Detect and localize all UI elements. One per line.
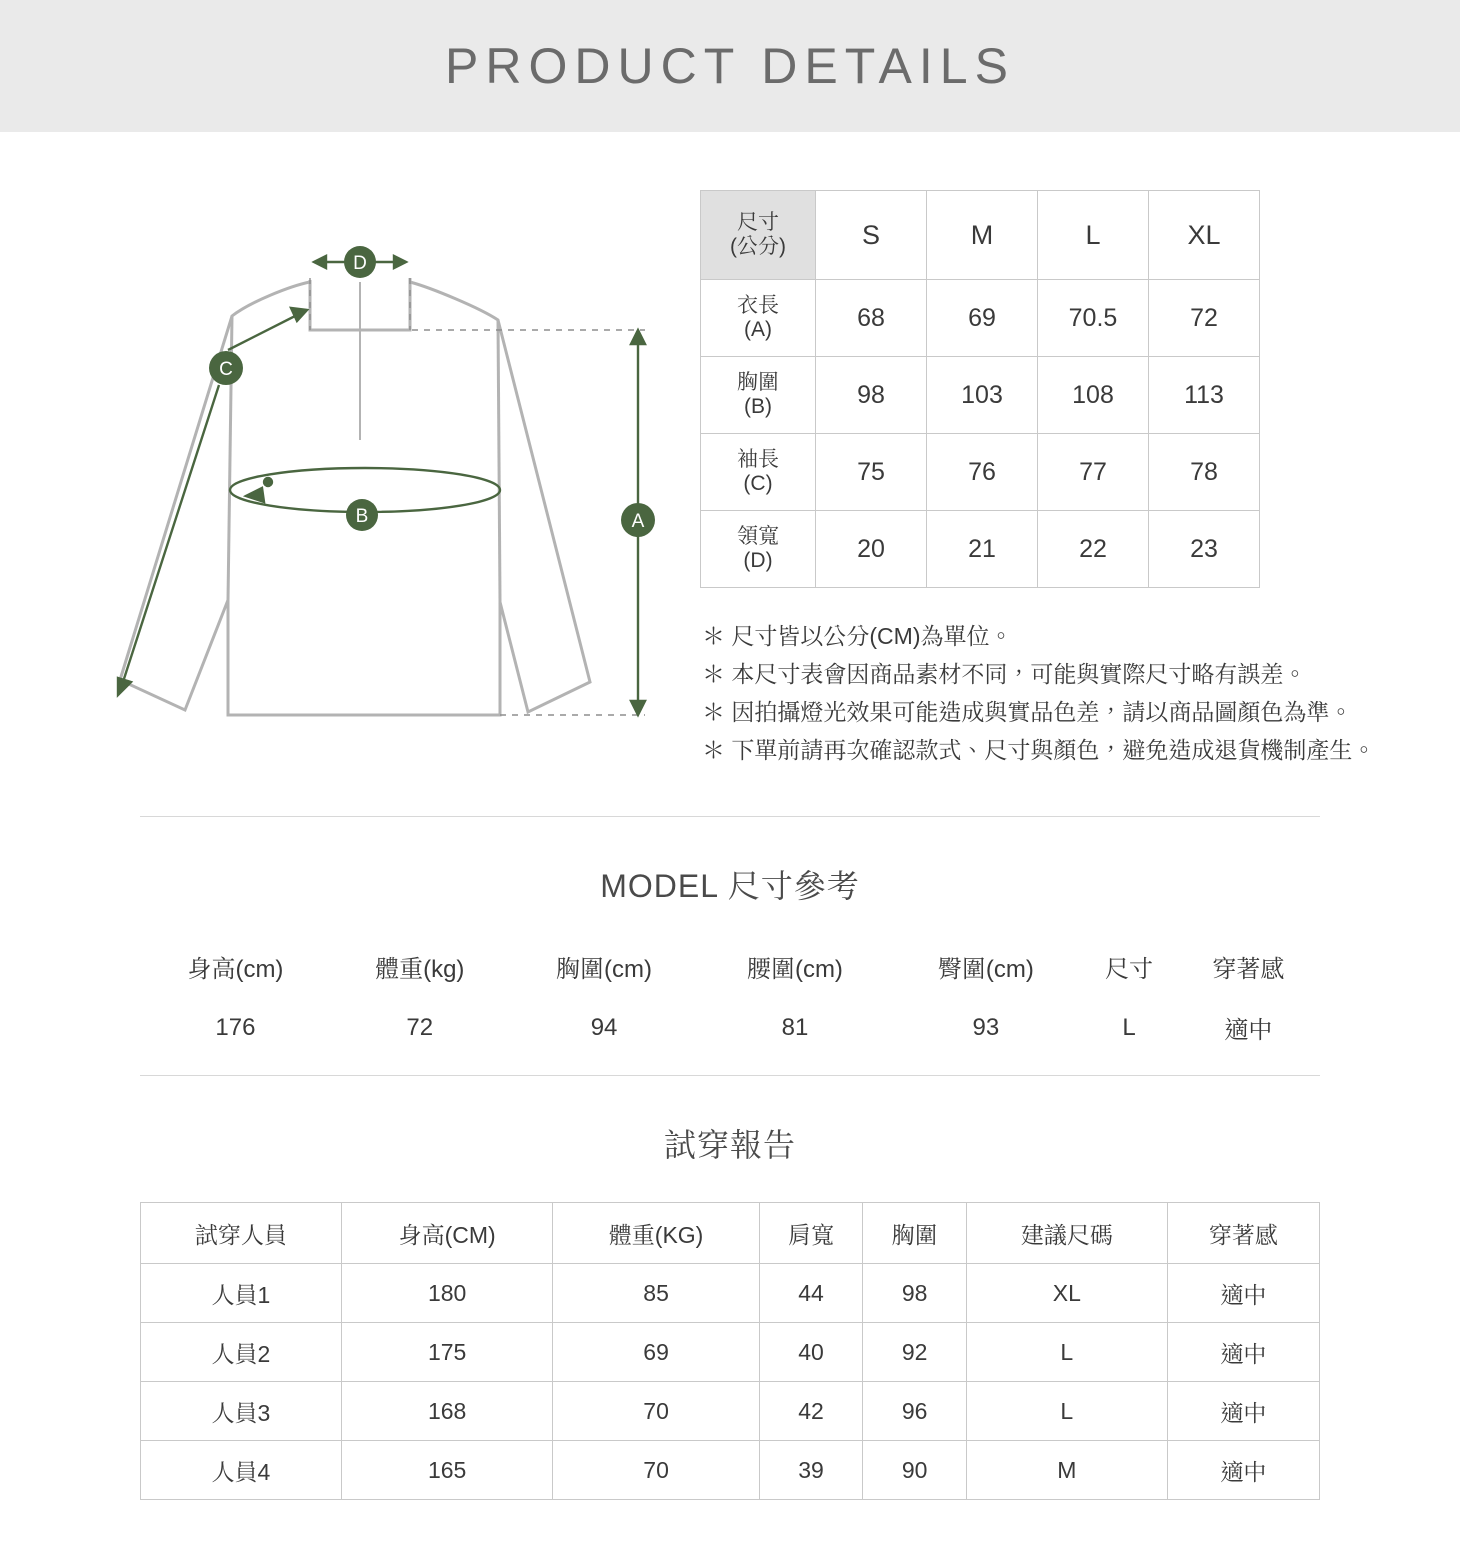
model-cell: 72 (406, 1013, 434, 1041)
model-cell: L (1122, 1013, 1136, 1041)
model-header-waist: 腰圍(cm) (746, 956, 843, 983)
size-header-xl: XL (1149, 191, 1260, 280)
report-cell: 69 (553, 1323, 759, 1382)
table-header-row (141, 1203, 1320, 1264)
report-header-shoulder: 肩寬 (759, 1203, 863, 1264)
report-cell: 適中 (1167, 1323, 1319, 1382)
model-cell: 176 (215, 1013, 256, 1041)
size-row-label-d (701, 511, 816, 588)
table-row (141, 1441, 1320, 1500)
report-cell: 180 (341, 1264, 553, 1323)
size-cell: 76 (927, 434, 1038, 511)
report-header-height: 身高(CM) (341, 1203, 553, 1264)
divider-bottom (140, 1075, 1320, 1076)
note-item: ＊ 本尺寸表會因商品素材不同，可能與實際尺寸略有誤差。 (702, 660, 1307, 687)
size-row-label-a (701, 280, 816, 357)
measure-a-label: A (631, 511, 645, 532)
row-label-line2: (C) (743, 472, 773, 495)
model-cell: 93 (972, 1013, 1000, 1041)
report-cell: 70 (553, 1441, 759, 1500)
model-header-height: 身高(cm) (187, 956, 284, 983)
size-cell: 70.5 (1038, 280, 1149, 357)
report-cell: 85 (553, 1264, 759, 1323)
size-header-l: L (1038, 191, 1149, 280)
report-cell: 168 (341, 1382, 553, 1441)
fitting-report-table (140, 1202, 1320, 1500)
report-cell: 44 (759, 1264, 863, 1323)
model-header-size: 尺寸 (1105, 956, 1154, 983)
report-header-recommended-size: 建議尺碼 (966, 1203, 1167, 1264)
note-item: ＊ 因拍攝燈光效果可能造成與實品色差，請以商品圖顏色為準。 (702, 698, 1353, 725)
table-header-row (140, 943, 1320, 1010)
size-cell: 72 (1149, 280, 1260, 357)
table-row (701, 434, 1260, 511)
fitting-report-section (0, 1120, 1460, 1500)
report-header-weight: 體重(KG) (553, 1203, 759, 1264)
row-label-line1: 袖長 (737, 447, 779, 471)
row-label-line1: 領寬 (737, 524, 779, 548)
note-item: ＊ 尺寸皆以公分(CM)為單位。 (702, 623, 1013, 649)
size-chart-table (700, 190, 1260, 588)
corner-label-line2: (公分) (730, 235, 786, 258)
table-row (141, 1264, 1320, 1323)
measure-c-label: C (219, 359, 233, 380)
model-header-chest: 胸圍(cm) (556, 956, 653, 983)
table-header-row (701, 191, 1260, 280)
report-header-chest: 胸圍 (863, 1203, 967, 1264)
table-row (141, 1382, 1320, 1441)
table-row (701, 280, 1260, 357)
report-section-title: 試穿報告 (663, 1127, 796, 1163)
note-item: ＊ 下單前請再次確認款式、尺寸與顏色，避免造成退貨機制產生。 (702, 736, 1376, 763)
model-header-hip: 臀圍(cm) (937, 956, 1034, 983)
size-cell: 23 (1149, 511, 1260, 588)
measure-d-label: D (353, 253, 367, 274)
row-label-line1: 衣長 (737, 293, 779, 317)
row-label-line2: (B) (744, 395, 772, 418)
table-row (140, 1010, 1320, 1075)
model-cell: 81 (781, 1013, 809, 1041)
report-cell: 適中 (1167, 1441, 1319, 1500)
report-header-fit: 穿著感 (1167, 1203, 1319, 1264)
size-cell: 20 (816, 511, 927, 588)
size-row-label-c (701, 434, 816, 511)
size-header-m: M (927, 191, 1038, 280)
size-cell: 113 (1149, 357, 1260, 434)
size-row-label-b (701, 357, 816, 434)
size-section (0, 132, 1460, 790)
report-cell: 39 (759, 1441, 863, 1500)
table-row (141, 1323, 1320, 1382)
size-cell: 21 (927, 511, 1038, 588)
size-table-corner (701, 191, 816, 280)
model-header-weight: 體重(kg) (375, 956, 465, 983)
size-cell: 69 (927, 280, 1038, 357)
report-cell: 96 (863, 1382, 967, 1441)
report-cell: 98 (863, 1264, 967, 1323)
report-cell: 70 (553, 1382, 759, 1441)
size-cell: 78 (1149, 434, 1260, 511)
report-cell: 165 (341, 1441, 553, 1500)
report-cell: L (966, 1323, 1167, 1382)
garment-diagram-svg (0, 190, 700, 790)
model-section-title: MODEL 尺寸參考 (600, 868, 860, 904)
report-cell: 90 (863, 1441, 967, 1500)
report-header-person: 試穿人員 (141, 1203, 342, 1264)
page-header (0, 0, 1460, 132)
size-cell: 108 (1038, 357, 1149, 434)
report-cell: L (966, 1382, 1167, 1441)
report-cell: 人員4 (141, 1441, 342, 1500)
row-label-line1: 胸圍 (737, 370, 779, 394)
report-cell: 適中 (1167, 1382, 1319, 1441)
report-cell: 175 (341, 1323, 553, 1382)
size-notes (702, 618, 1460, 770)
report-cell: 人員3 (141, 1382, 342, 1441)
report-cell: 人員1 (141, 1264, 342, 1323)
size-cell: 98 (816, 357, 927, 434)
size-header-s: S (816, 191, 927, 280)
model-section (0, 861, 1460, 1075)
divider-top (140, 816, 1320, 817)
table-row (701, 511, 1260, 588)
size-cell: 75 (816, 434, 927, 511)
table-row (701, 357, 1260, 434)
report-cell: 92 (863, 1323, 967, 1382)
corner-label-line1: 尺寸 (737, 210, 779, 234)
report-cell: 42 (759, 1382, 863, 1441)
report-cell: XL (966, 1264, 1167, 1323)
model-cell: 94 (590, 1013, 618, 1041)
model-cell: 適中 (1224, 1017, 1273, 1044)
garment-diagram (0, 190, 700, 790)
measure-b-label: B (355, 506, 369, 527)
report-cell: 人員2 (141, 1323, 342, 1382)
size-table-area (700, 190, 1460, 790)
size-cell: 103 (927, 357, 1038, 434)
model-reference-table (140, 943, 1320, 1075)
row-label-line2: (D) (743, 549, 773, 572)
size-cell: 68 (816, 280, 927, 357)
report-cell: 40 (759, 1323, 863, 1382)
report-cell: M (966, 1441, 1167, 1500)
size-cell: 77 (1038, 434, 1149, 511)
report-cell: 適中 (1167, 1264, 1319, 1323)
row-label-line2: (A) (744, 318, 772, 341)
size-cell: 22 (1038, 511, 1149, 588)
model-header-fit: 穿著感 (1212, 956, 1285, 983)
page-title: PRODUCT DETAILS (445, 38, 1015, 94)
